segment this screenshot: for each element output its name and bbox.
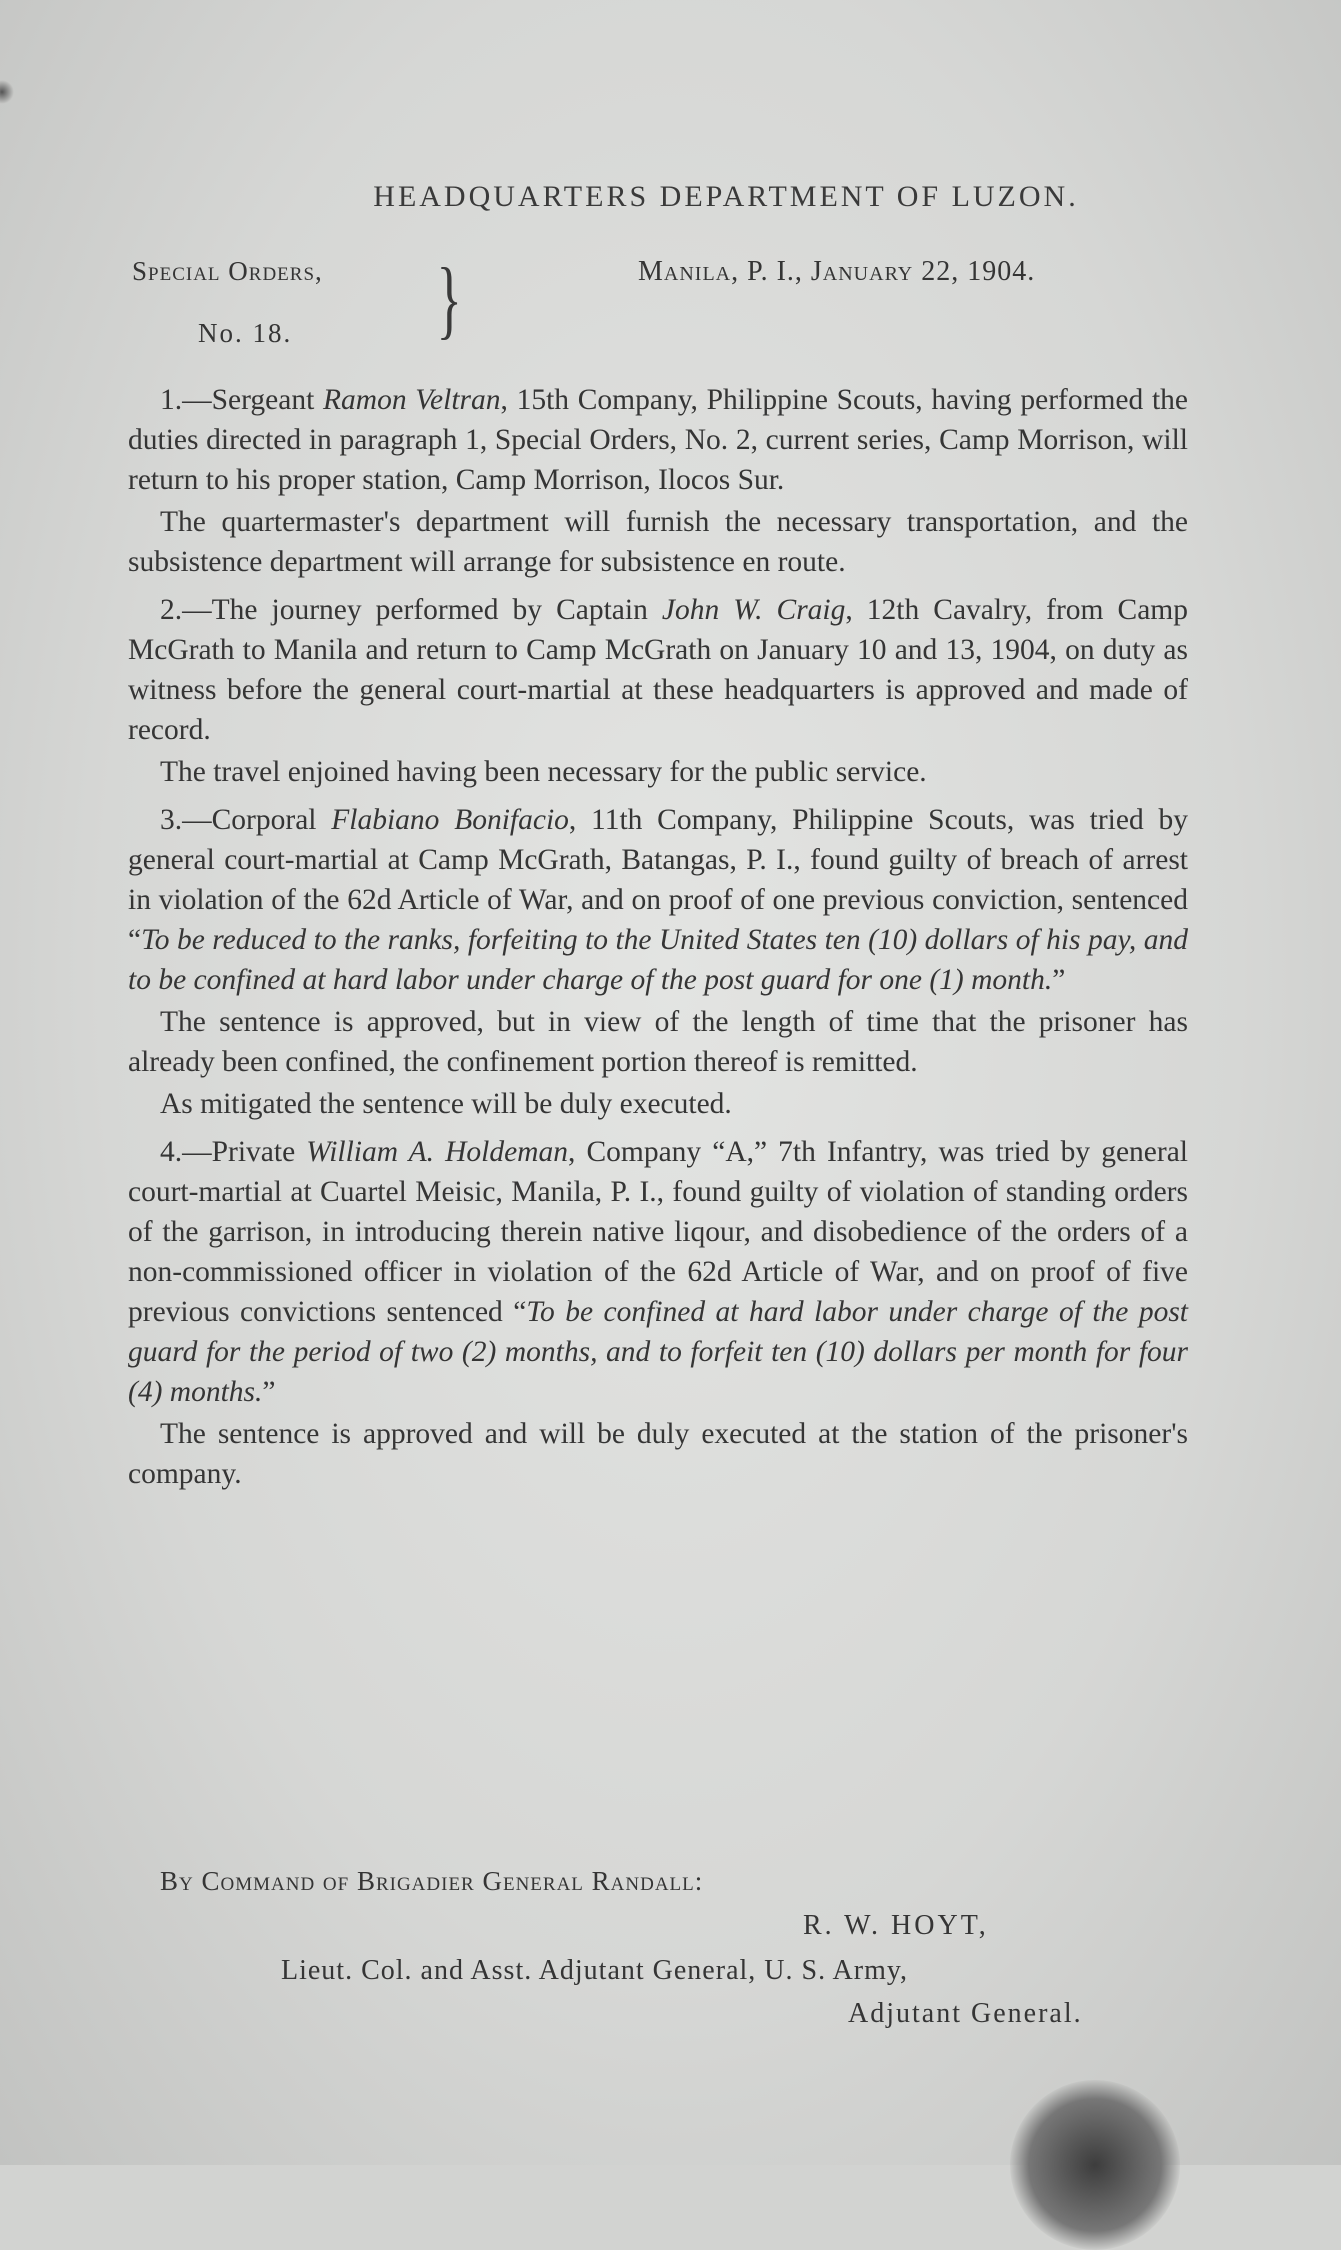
paper-stain	[1010, 2080, 1180, 2250]
person-name: Ramon Veltran	[323, 384, 501, 416]
paragraph-3-approval: The sentence is approved, but in view of the length of time that the prisoner has already been confined, the confinement portion thereof is remitted.	[128, 1006, 1188, 1078]
paragraph-4	[128, 1132, 1188, 1412]
person-name: John W. Craig	[661, 594, 846, 626]
paragraph-2-travel: The travel enjoined having been necessary for the public service.	[160, 756, 927, 788]
person-name: William A. Holdeman	[306, 1136, 568, 1168]
orders-label-text: Special Orders,	[132, 256, 323, 286]
paragraph-4-approval: The sentence is approved and will be duly executed at the station of the prisoner's company.	[128, 1418, 1188, 1490]
sentence-text: To be confined at hard labor under charge of the post guard for the period of two (2) months, and to forfeit ten (10) dollars per month for four (4) months.	[128, 1296, 1189, 1408]
quote-close: ”	[1052, 964, 1066, 996]
paper-stain	[0, 80, 14, 104]
signer-title: Lieut. Col. and Asst. Adjutant General, U. S. Army,	[281, 1955, 909, 1986]
orders-body	[128, 380, 1188, 1496]
paragraph-1	[128, 380, 1188, 500]
paragraph-text: , Company “A,” 7th Infantry, was tried by general court-martial at Cuartel Meisic, Manila, P. I., found guilty of violation of standing orders of the garrison, in introducing therein native liqour, and disobedience of the orders of a non-commissioned officer in violation of the 62d Article of War, and on proof of five previous convictions sentenced “	[128, 1136, 1188, 1328]
paragraph-1-transport: The quartermaster's department will furnish the necessary transportation, and the subsistence department will arrange for subsistence en route.	[128, 506, 1188, 578]
dateline	[638, 256, 1035, 288]
person-name: Flabiano Bonifacio	[331, 804, 569, 836]
paragraph-number: 2.—	[160, 594, 212, 626]
signer-role: Adjutant General.	[848, 1998, 1083, 2029]
paragraph-text: The journey performed by Captain	[211, 594, 662, 626]
paragraph-text: Corporal	[211, 804, 332, 836]
quote-close: ”	[262, 1376, 276, 1408]
paragraph-2	[128, 590, 1188, 750]
orders-number: No. 18.	[198, 318, 293, 348]
paragraph-text: , 11th Company, Philippine Scouts, was tried by general court-martial at Camp McGrath, Batangas, P. I., found guilty of breach of arrest in violation of the 62d Article of War, and on proof of one previous conviction, sentenced “	[128, 804, 1188, 956]
paragraph-3	[128, 800, 1188, 1000]
by-command-line: By Command of Brigadier General Randall:	[160, 1866, 704, 1896]
paragraph-3-mitigated: As mitigated the sentence will be duly executed.	[160, 1088, 732, 1120]
brace-glyph: }	[436, 251, 462, 348]
paragraph-number: 4.—	[160, 1136, 212, 1168]
paragraph-text: Private	[211, 1136, 307, 1168]
signer-name: R. W. HOYT,	[803, 1910, 989, 1941]
paragraph-number: 3.—	[160, 804, 212, 836]
paragraph-number: 1.—	[160, 384, 212, 416]
paragraph-text: Sergeant	[211, 384, 324, 416]
paragraph-text: , 12th Cavalry, from Camp McGrath to Manila and return to Camp McGrath on January 10 and 13, 1904, on duty as witness before the general court-martial at these headquarters is approved and made of record.	[128, 594, 1188, 746]
paragraph-text: , 15th Company, Philippine Scouts, having performed the duties directed in paragraph 1, Special Orders, No. 2, current series, Camp Morrison, will return to his proper station, Camp Morrison, Ilocos Sur.	[128, 384, 1188, 496]
sentence-text: To be reduced to the ranks, forfeiting to the United States ten (10) dollars of his pay, and to be confined at hard labor under charge of the post guard for one (1) month.	[128, 924, 1188, 996]
dateline-text: Manila, P. I., January 22, 1904.	[638, 256, 1036, 287]
orders-label	[132, 256, 323, 287]
page-title: HEADQUARTERS DEPARTMENT OF LUZON.	[373, 180, 1079, 213]
